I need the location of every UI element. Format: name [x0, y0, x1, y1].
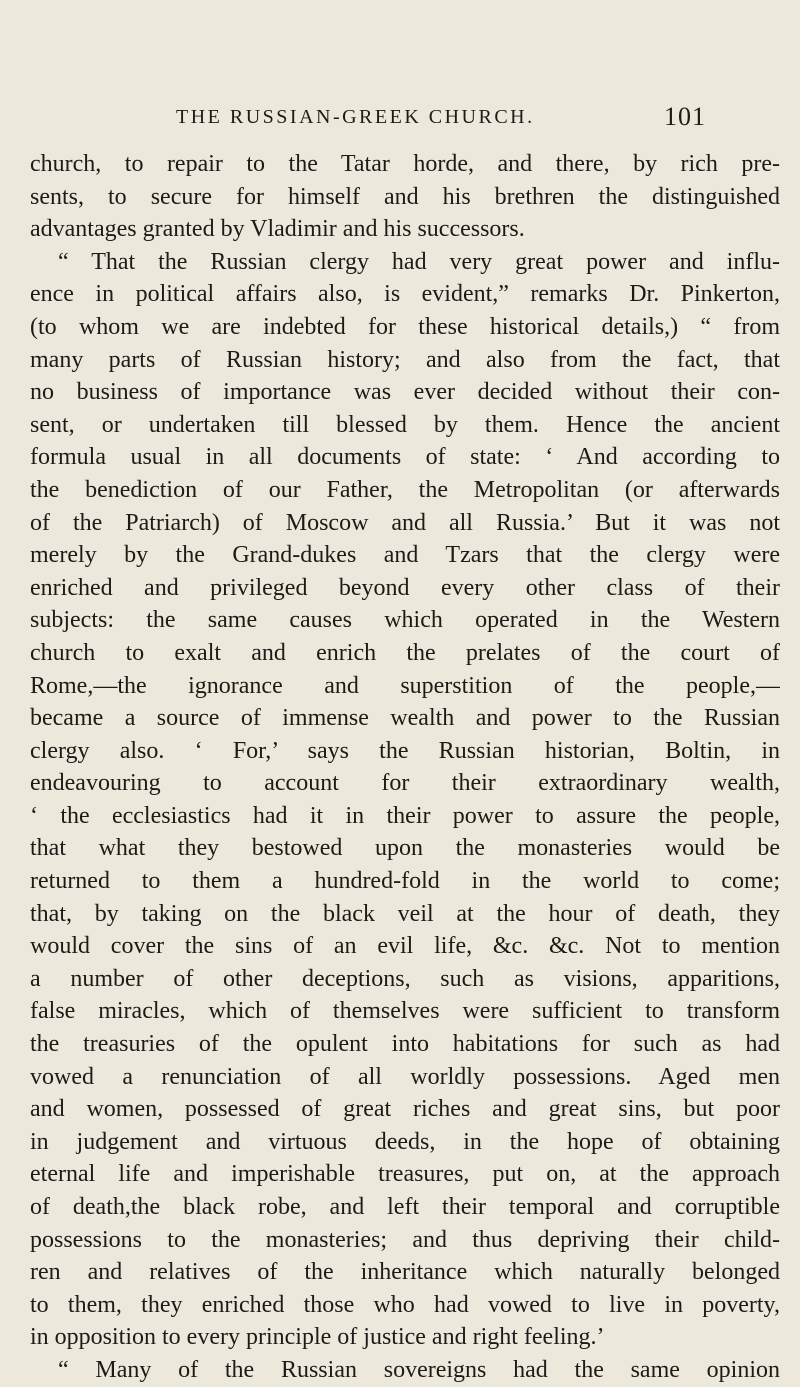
running-head [176, 102, 706, 136]
text-line: false miracles, which of themselves were sufficient to transform [30, 998, 780, 1025]
text-line: and women, possessed of great riches and great sins, but poor [30, 1096, 780, 1123]
text-line: vowed a renunciation of all worldly possessions. Aged men [30, 1063, 780, 1090]
page-number: 101 [664, 102, 706, 131]
text-line: subjects: the same causes which operated in the Western [30, 607, 780, 634]
body-text [30, 148, 780, 1387]
text-line: church to exalt and enrich the prelates of the court of [30, 639, 780, 666]
text-line: returned to them a hundred-fold in the world to come; [30, 868, 780, 895]
text-line: many parts of Russian history; and also from the fact, that [30, 346, 780, 373]
text-line: church, to repair to the Tatar horde, and there, by rich pre- [30, 151, 780, 177]
text-line: advantages granted by Vladimir and his successors. [30, 216, 525, 243]
text-line: sents, to secure for himself and his brethren the distinguished [30, 183, 780, 210]
text-line: possessions to the monasteries; and thus depriving their child- [30, 1226, 780, 1253]
text-line: became a source of immense wealth and power to the Russian [30, 705, 780, 732]
text-line: “ Many of the Russian sovereigns had the same opinion [58, 1356, 780, 1383]
text-line: ence in political affairs also, is evident,” remarks Dr. Pinkerton, [30, 281, 780, 308]
text-line: “ That the Russian clergy had very great power and influ- [58, 248, 780, 275]
text-line: no business of importance was ever decided without their con- [30, 379, 780, 406]
text-line: the benediction of our Father, the Metropolitan (or afterwards [30, 476, 780, 503]
text-line: formula usual in all documents of state: ‘ And according to [30, 444, 780, 471]
text-line: (to whom we are indebted for these historical details,) “ from [30, 313, 780, 340]
text-line: would cover the sins of an evil life, &c. &c. Not to mention [30, 933, 780, 960]
text-line: sent, or undertaken till blessed by them. Hence the ancient [30, 411, 780, 438]
running-title: THE RUSSIAN-GREEK CHURCH. [176, 106, 535, 128]
text-line: ren and relatives of the inheritance which naturally belonged [30, 1259, 780, 1286]
text-line: in judgement and virtuous deeds, in the hope of obtaining [30, 1128, 780, 1155]
text-line: ‘ the ecclesiastics had it in their power to assure the people, [30, 802, 780, 829]
text-line: the treasuries of the opulent into habitations for such as had [30, 1031, 780, 1058]
text-line: enriched and privileged beyond every other class of their [30, 574, 780, 601]
text-line: clergy also. ‘ For,’ says the Russian historian, Boltin, in [30, 737, 780, 764]
text-line: in opposition to every principle of justice and right feeling.’ [30, 1324, 605, 1351]
text-line: that, by taking on the black veil at the hour of death, they [30, 900, 780, 927]
text-line: eternal life and imperishable treasures, put on, at the approach [30, 1161, 780, 1188]
text-line: Rome,—the ignorance and superstition of the people,— [30, 672, 780, 699]
text-line: of death,the black robe, and left their temporal and corruptible [30, 1194, 780, 1220]
text-line: of the Patriarch) of Moscow and all Russia.’ But it was not [30, 509, 780, 536]
text-line: to them, they enriched those who had vowed to live in poverty, [30, 1291, 780, 1318]
text-line: endeavouring to account for their extraordinary wealth, [30, 770, 780, 797]
text-line: that what they bestowed upon the monasteries would be [30, 835, 780, 862]
text-line: a number of other deceptions, such as visions, apparitions, [30, 965, 780, 992]
text-line: merely by the Grand-dukes and Tzars that the clergy were [30, 542, 780, 569]
